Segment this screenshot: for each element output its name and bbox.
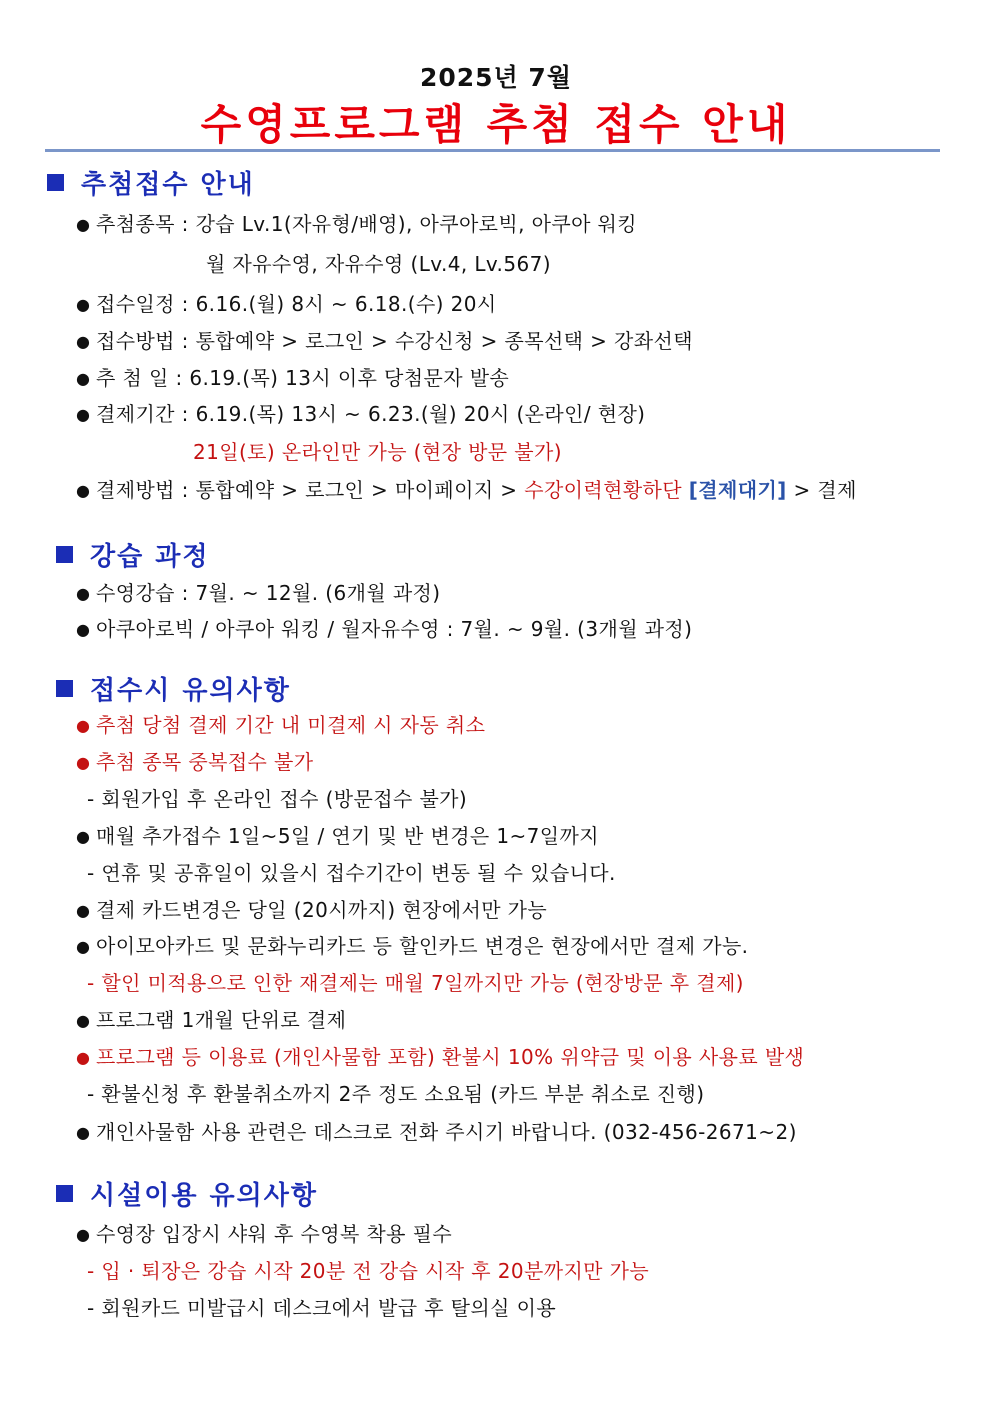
square-bullet-icon [56, 546, 73, 563]
payment-period-note: 21일(토) 온라인만 가능 (현장 방문 불가) [193, 440, 562, 464]
document-date: 2025년 7월 [420, 63, 572, 92]
section-heading-lottery: 추첨접수 안내 [47, 164, 255, 201]
document-title: 수영프로그램 추첨 접수 안내 [200, 100, 792, 149]
square-bullet-icon [56, 680, 73, 697]
note-item: 아이모아카드 및 문화누리카드 등 할인카드 변경은 현장에서만 결제 가능. [96, 934, 749, 958]
note-subitem: - 할인 미적용으로 인한 재결제는 매월 7일까지만 가능 (현장방문 후 결제) [87, 971, 744, 995]
note-item: 개인사물함 사용 관련은 데스크로 전화 주시기 바랍니다. (032-456-2671~2) [96, 1120, 797, 1144]
bullet-icon: ● [76, 481, 90, 500]
note-subitem: - 회원가입 후 온라인 접수 (방문접수 불가) [87, 787, 468, 811]
bullet-icon: ● [76, 753, 90, 772]
lottery-item-schedule: 접수일정 : 6.16.(월) 8시 ~ 6.18.(수) 20시 [96, 292, 497, 316]
course-item: 아쿠아로빅 / 아쿠아 워킹 / 월자유수영 : 7월. ~ 9월. (3개월 과정) [96, 617, 693, 641]
bullet-icon: ● [76, 295, 90, 314]
lottery-item-method: 접수방법 : 통합예약 > 로그인 > 수강신청 > 종목선택 > 강좌선택 [96, 329, 693, 353]
bullet-icon: ● [76, 584, 90, 603]
bullet-icon: ● [76, 827, 90, 846]
bullet-icon: ● [76, 901, 90, 920]
bullet-icon: ● [76, 937, 90, 956]
bullet-icon: ● [76, 1225, 90, 1244]
bullet-icon: ● [76, 620, 90, 639]
bullet-icon: ● [76, 716, 90, 735]
note-item: 프로그램 1개월 단위로 결제 [96, 1008, 347, 1032]
facility-subitem: - 입 · 퇴장은 강습 시작 20분 전 강습 시작 후 20분까지만 가능 [87, 1259, 650, 1283]
bullet-icon: ● [76, 332, 90, 351]
note-item: 추첨 종목 중복접수 불가 [96, 750, 314, 774]
bullet-icon: ● [76, 405, 90, 424]
bullet-icon: ● [76, 369, 90, 388]
bullet-icon: ● [76, 1123, 90, 1142]
section-heading-courses: 강습 과정 [56, 536, 210, 573]
lottery-item-payment-method: 결제방법 : 통합예약 > 로그인 > 마이페이지 > 수강이력현황하단 [결제대기] > 결제 [96, 478, 857, 502]
note-subitem: - 환불신청 후 환불취소까지 2주 정도 소요됨 (카드 부분 취소로 진행) [87, 1082, 705, 1106]
section-heading-facility: 시설이용 유의사항 [56, 1175, 318, 1212]
title-divider [45, 149, 940, 152]
square-bullet-icon [56, 1185, 73, 1202]
course-item: 수영강습 : 7월. ~ 12월. (6개월 과정) [96, 581, 441, 605]
facility-subitem: - 회원카드 미발급시 데스크에서 발급 후 탈의실 이용 [87, 1296, 557, 1320]
note-item: 매월 추가접수 1일~5일 / 연기 및 반 변경은 1~7일까지 [96, 824, 599, 848]
bullet-icon: ● [76, 1048, 90, 1067]
note-subitem: - 연휴 및 공휴일이 있을시 접수기간이 변동 될 수 있습니다. [87, 861, 616, 885]
section-heading-notes: 접수시 유의사항 [56, 670, 291, 707]
facility-item: 수영장 입장시 샤워 후 수영복 착용 필수 [96, 1222, 453, 1246]
lottery-item-events-cont: 월 자유수영, 자유수영 (Lv.4, Lv.567) [206, 252, 551, 276]
lottery-item-draw-date: 추 첨 일 : 6.19.(목) 13시 이후 당첨문자 발송 [96, 366, 510, 390]
lottery-item-events: 추첨종목 : 강습 Lv.1(자유형/배영), 아쿠아로빅, 아쿠아 워킹 [96, 212, 637, 236]
square-bullet-icon [47, 174, 64, 191]
note-item: 추첨 당첨 결제 기간 내 미결제 시 자동 취소 [96, 713, 486, 737]
note-item: 프로그램 등 이용료 (개인사물함 포함) 환불시 10% 위약금 및 이용 사용료 발생 [96, 1045, 805, 1069]
bullet-icon: ● [76, 215, 90, 234]
lottery-item-payment-period: 결제기간 : 6.19.(목) 13시 ~ 6.23.(월) 20시 (온라인/ 현장) [96, 402, 646, 426]
note-item: 결제 카드변경은 당일 (20시까지) 현장에서만 가능 [96, 898, 548, 922]
bullet-icon: ● [76, 1011, 90, 1030]
